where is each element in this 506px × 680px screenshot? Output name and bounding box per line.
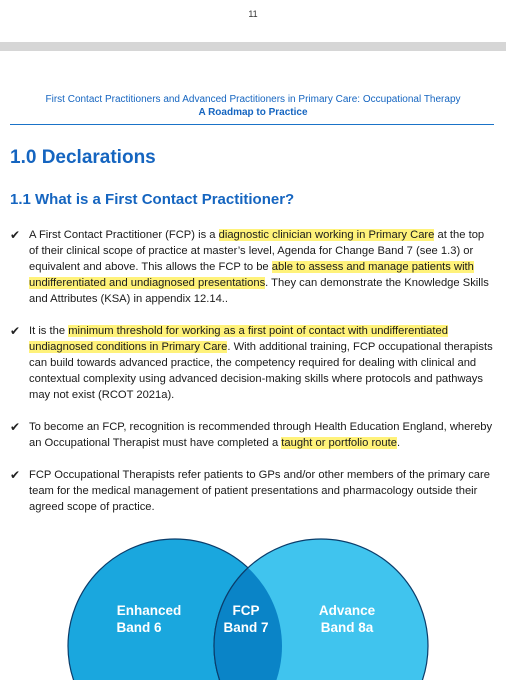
section-heading: 1.0 Declarations: [10, 147, 156, 168]
bullet-list: [10, 227, 496, 531]
bullet-item: [10, 467, 496, 515]
bullet-item: [10, 227, 496, 307]
check-icon: ✔: [10, 324, 21, 338]
running-header: [10, 93, 496, 119]
header-title: First Contact Practitioners and Advanced Practitioners in Primary Care: Occupational Therapy: [45, 94, 461, 105]
bullet-text: .: [396, 437, 401, 449]
venn-label-left-line1: Enhanced: [116, 603, 182, 618]
check-icon: ✔: [10, 468, 21, 482]
check-icon: ✔: [10, 420, 21, 434]
bullet-item: [10, 419, 496, 451]
highlighted-text: diagnostic clinician working in Primary Care: [218, 229, 435, 241]
venn-label-right-line1: Advance: [318, 603, 376, 618]
bullet-text: . They can demonstrate the Knowledge Skills and Attributes (KSA) in appendix 12.14..: [29, 277, 489, 305]
venn-label-center-line1: FCP: [232, 603, 260, 618]
bullet-item: [10, 323, 496, 403]
check-icon: ✔: [10, 228, 21, 242]
bullet-text: . With additional training, FCP occupational therapists can build towards advanced practice, the competency required for dealing with clinical and contextual complexity using advanced decision-making skills where protocols and pathways may not exist (RCOT 2021a).: [29, 341, 493, 401]
header-subtitle: A Roadmap to Practice: [198, 107, 308, 118]
bullet-text: at the top of their clinical scope of practice at master’s level, Agenda for Change Band 7 (see 1.3) or equivalent and above. This allows the FCP to be: [29, 229, 485, 273]
venn-label-right-line2: Band 8a: [320, 620, 374, 635]
highlighted-text: taught or portfolio route: [281, 437, 397, 449]
page-number: 11: [248, 9, 258, 19]
venn-diagram: [0, 528, 506, 680]
venn-label-left-line2: Band 6: [116, 620, 162, 635]
header-rule: [10, 124, 494, 125]
bullet-text: It is the: [29, 325, 69, 337]
subsection-heading: 1.1 What is a First Contact Practitioner?: [10, 191, 295, 208]
venn-label-center-line2: Band 7: [223, 620, 269, 635]
bullet-text: A First Contact Practitioner (FCP) is a: [29, 229, 219, 241]
bullet-text: FCP Occupational Therapists refer patients to GPs and/or other members of the primary care team for the medical management of patient presentations and pharmacology outside their agreed scope of practice.: [29, 469, 490, 513]
highlighted-text: able to assess and manage patients with undifferentiated and undiagnosed presentations: [29, 261, 474, 289]
bullet-text: To become an FCP, recognition is recommended through Health Education England, whereby an Occupational Therapist must have completed a: [29, 421, 493, 449]
page-break: [0, 42, 506, 51]
highlighted-text: minimum threshold for working as a first point of contact with undifferentiated undiagnosed conditions in Primary Care: [29, 325, 448, 353]
